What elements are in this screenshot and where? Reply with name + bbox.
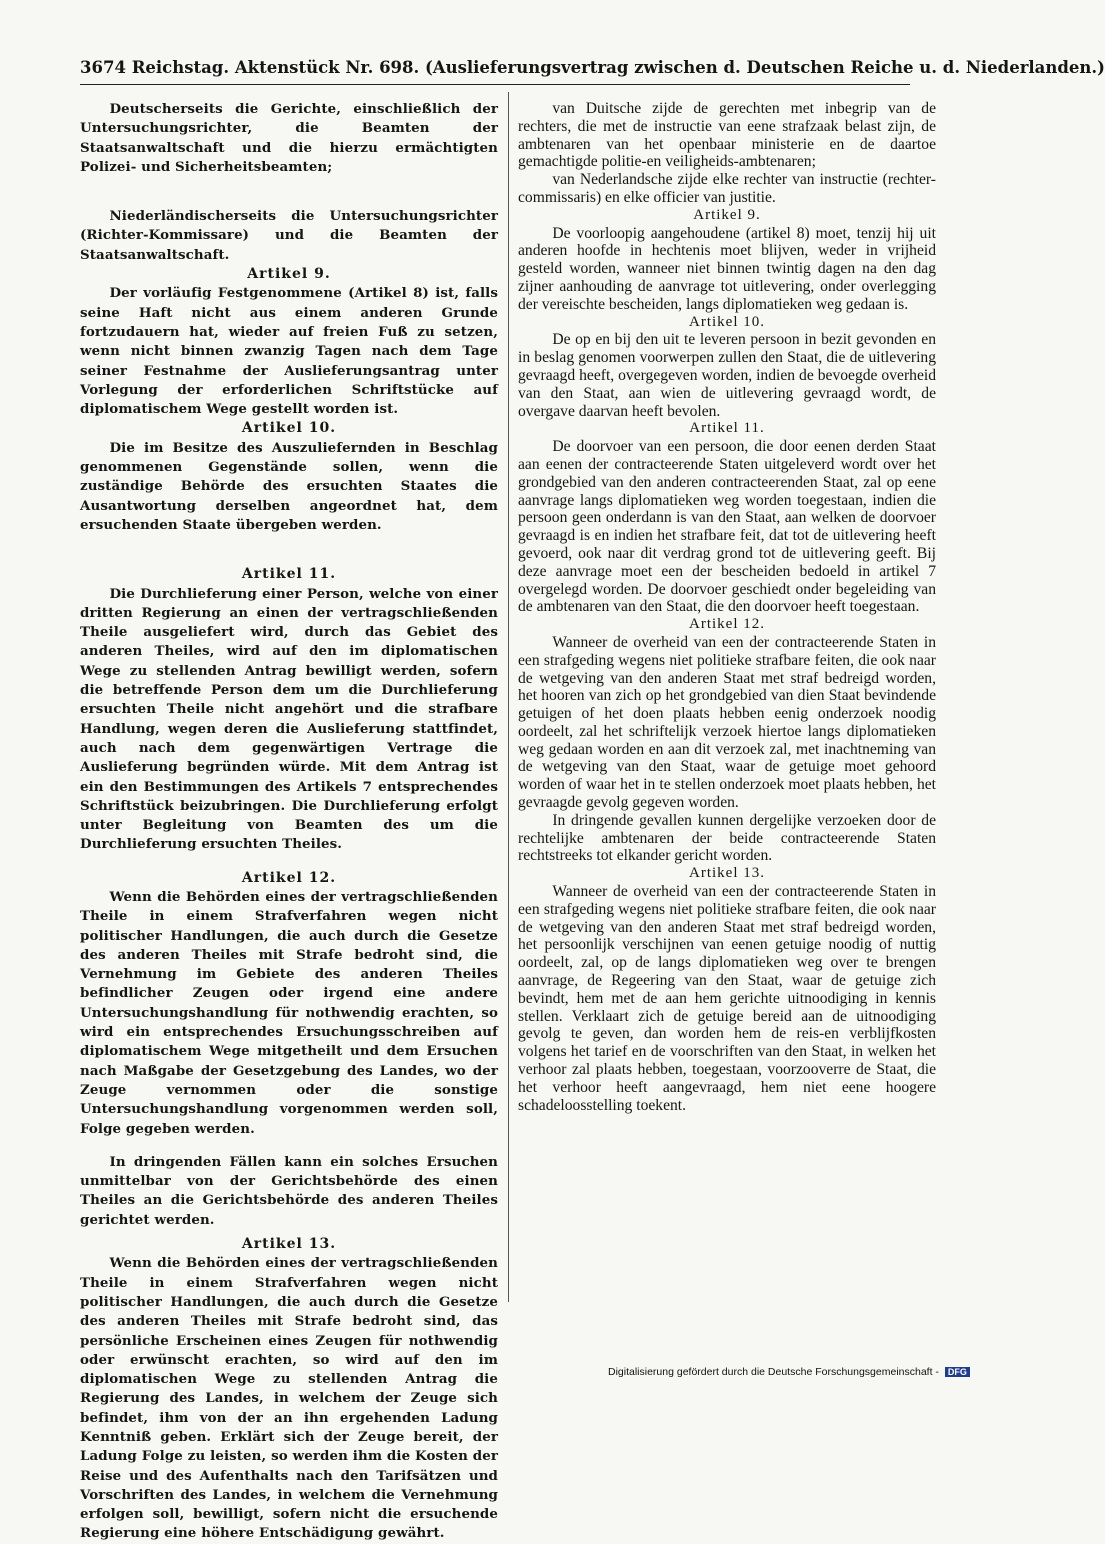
dutch-paragraph: van Nederlandsche zijde elke rechter van instructie (rechter-commissaris) en elke officier van justitie. [518,171,936,206]
dutch-paragraph: De doorvoer van een persoon, die door eenen derden Staat aan eenen der contracteerende Staten uitgeleverd wordt over het grondgebied van den anderen contracteerenden Staat, zal op eene aanvrage langs diplomatieken weg worden toegestaan, indien die persoon geen onderdann is van den Staat, aan welken de doorvoer gevraagd is en indien het strafbare feit, dat tot de uitlevering heeft gevoerd, ook naar dit verdrag grond tot de uitlevering geeft. Bij deze aanvrage moet een der bescheiden bedoeld in artikel 7 overgelegd worden. De doorvoer geschiedt onder begeleiding van de ambtenaren van den Staat, die den doorvoer heeft toegestaan. [518,438,936,616]
header-rule [80,84,910,85]
dutch-column [518,100,936,1114]
dfg-logo: DFG [945,1367,970,1377]
german-paragraph: Deutscherseits die Gerichte, einschließlich der Untersuchungsrichter, die Beamten der Staatsanwaltschaft und die hierzu ermächtigten Polizei- und Sicherheitsbeamten; [80,101,498,175]
footer-text: Digitalisierung gefördert durch die Deutsche Forschungsgemeinschaft - [608,1366,939,1378]
german-article-heading: Artikel 13. [241,1236,337,1253]
dutch-paragraph: De op en bij den uit te leveren persoon in bezit gevonden en in beslag genomen voorwerpen zullen den Staat, die de uitlevering gevraagd heeft, overgegeven worden, indien de bevoegde overheid van den Staat, aan wien de uitlevering gevraagd wordt, de overgave daarvan heeft bevolen. [518,331,936,420]
page-title: Reichstag. Aktenstück Nr. 698. (Auslieferungsvertrag zwischen d. Deutschen Reiche u. d. Niederlanden.) [131,58,1105,77]
german-article-heading: Artikel 10. [241,420,337,437]
dutch-article-heading: Artikel 9. [693,206,761,223]
dutch-paragraph: Wanneer de overheid van een der contracteerende Staten in een strafgeding wegens niet politieke strafbare feiten, die ook naar de wetgeving van den anderen Staat met straf bedreigd worden, het persoonlijk verschijnen van eenen getuige noodig of nuttig oordeelt, zal, op de langs diplomatieken weg over te brengen aanvrage, de Regeering van den Staat, waar de getuige zich bevindt, hem met de aan hem gerichte uitnoodiging in kennis stellen. Verklaart zich de getuige bereid aan de uitnoodiging gevolg te geven, dan worden hem de reis-en verblijfkosten volgens het tarief en de voorschriften van den Staat, in welken het verhoor zal plaats hebben, toegestaan, voorzooverre de Staat, die het verhoor heeft aangevraagd, hem niet eene hoogere schadeloosstelling toekent. [518,883,936,1114]
dutch-article-heading: Artikel 12. [689,616,765,633]
digitization-credit [608,1366,988,1382]
dutch-article-heading: Artikel 11. [689,420,765,437]
german-paragraph: Die Durchlieferung einer Person, welche von einer dritten Regierung an einen der vertragschließenden Theile ausgeliefert wird, durch das Gebiet des anderen Theiles, wird auf den im diplomatischen Wege zu stellenden Antrag bewilligt werden, sofern die betreffende Person dem um die Durchlieferung ersuchten Theile nicht angehört und die strafbare Handlung, wegen deren die Auslieferung stattfindet, auch nach dem gegenwärtigen Vertrage die Auslieferung begründen würde. Mit dem Antrag ist ein den Bestimmungen des Artikels 7 entsprechendes Schriftstück beizubringen. Die Durchlieferung erfolgt unter Begleitung von Beamten des um die Durchlieferung ersuchten Theiles. [80,585,498,853]
german-paragraph: Wenn die Behörden eines der vertragschließenden Theile in einem Strafverfahren wegen nicht politischer Handlungen, die auch durch die Gesetze des anderen Theiles mit Strafe bedroht sind, die Vernehmung im Gebiete des anderen Theiles befindlicher Zeugen oder irgend eine andere Untersuchungshandlung für nothwendig erachten, so wird ein entsprechendes Ersuchungsschreiben auf diplomatischem Wege mitgetheilt und dem Ersuchen nach Maßgabe der Gesetzgebung des Landes, wo der Zeuge vernommen oder die sonstige Untersuchungshandlung vorgenommen werden soll, Folge gegeben werden. [80,888,498,1137]
dutch-paragraph: Wanneer de overheid van een der contracteerende Staten in een strafgeding wegens niet politieke strafbare feiten, die ook naar de wetgeving van den anderen Staat met straf bedreigd worden, het hooren van zich op het grondgebied van dien Staat bevindende getuigen of het doen plaats hebben eenig onderzoek noodig oordeelt, zal het schriftelijk verzoek hiertoe langs diplomatieken weg gedaan worden en aan dit verzoek zal, met inachtneming van de wetgeving van den Staat, waar de getuige moet gehoord worden of waar het in te stellen onderzoek moet plaats hebben, het gevraagde gevolg gegeven worden. [518,633,936,812]
dutch-paragraph: van Duitsche zijde de gerechten met inbegrip van de rechters, die met de instructie van eene strafzaak belast zijn, de ambtenaren van het openbaar ministerie en de daartoe gemachtigde politie-en veiligheids-ambtenaren; [518,100,936,171]
german-column [80,100,498,1544]
german-article-heading: Artikel 9. [247,266,331,283]
german-paragraph: Wenn die Behörden eines der vertragschließenden Theile in einem Strafverfahren wegen nicht politischer Handlungen, die auch durch die Gesetze des anderen Theiles mit Strafe bedroht sind, das persönliche Erscheinen eines Zeugen für nothwendig oder erwünscht erachten, so wird auf den im diplomatischen Wege zu stellenden Antrag die Regierung des Landes, in welchem der Zeuge sich befindet, ihm von der an ihn ergehenden Ladung Kenntniß geben. Erklärt sich der Zeuge bereit, der Ladung Folge zu leisten, so werden ihm die Kosten der Reise und des Aufenthalts nach den Tarifsätzen und Vorschriften des Landes, in welchem die Vernehmung erfolgen soll, bewilligt, sofern nicht die ersuchende Regierung eine höhere Entschädigung gewährt. [80,1255,498,1542]
german-paragraph: Niederländischerseits die Untersuchungsrichter (Richter-Kommissare) und die Beamten der Staatsanwaltschaft. [80,208,498,263]
german-article-heading: Artikel 12. [241,869,337,886]
column-divider [508,92,509,1302]
german-paragraph: In dringenden Fällen kann ein solches Ersuchen unmittelbar von der Gerichtsbehörde des einen Theiles an die Gerichtsbehörde des anderen Theiles gerichtet werden. [80,1153,498,1228]
page-number: 3674 [80,58,126,77]
dutch-article-heading: Artikel 10. [689,313,765,330]
german-paragraph: Die im Besitze des Auszuliefernden in Beschlag genommenen Gegenstände sollen, wenn die zuständige Behörde des ersuchten Staates die Ausantwortung derselben angeordnet hat, dem ersuchenden Staate übergeben werden. [80,439,498,533]
dutch-paragraph: De voorloopig aangehoudene (artikel 8) moet, tenzij hij uit anderen hoofde in hechtenis moet blijven, weder in vrijheid gesteld worden, wanneer niet binnen twintig dagen na den dag zijner aanhouding de aanvrage tot uitlevering, onder overlegging der vereischte bescheiden, langs diplomatieken weg gedaan is. [518,224,936,313]
dutch-paragraph: In dringende gevallen kunnen dergelijke verzoeken door de rechtelijke ambtenaren der beide contracteerende Staten rechtstreeks tot elkander gericht worden. [518,811,936,865]
german-article-heading: Artikel 11. [241,566,337,583]
dutch-article-heading: Artikel 13. [689,865,765,882]
german-paragraph: Der vorläufig Festgenommene (Artikel 8) ist, falls seine Haft nicht aus einem anderen Grunde fortzudauern hat, wieder auf freien Fuß zu setzen, wenn nicht binnen zwanzig Tagen nach dem Tage seiner Festnahme der Auslieferungsantrag unter Vorlegung der erforderlichen Schriftstücke auf diplomatischem Wege gestellt worden ist. [80,285,498,418]
page-header [80,56,1105,80]
